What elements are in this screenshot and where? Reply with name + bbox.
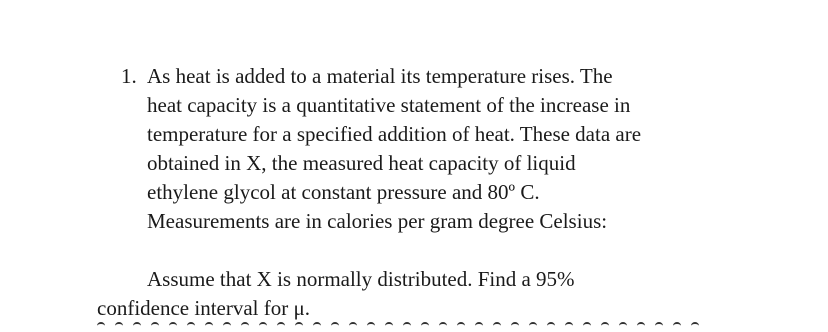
cut-off-glyph-tops: [97, 322, 707, 330]
glyph-top: [601, 322, 609, 330]
glyph-top: [331, 322, 339, 330]
glyph-top: [367, 322, 375, 330]
statement-line: obtained in X, the measured heat capacity of liquid: [147, 151, 576, 175]
statement-line: Measurements are in calories per gram degree Celsius:: [147, 209, 608, 233]
glyph-top: [439, 322, 447, 330]
problem-1: [121, 62, 761, 236]
glyph-top: [259, 322, 267, 330]
confidence-interval-text: confidence interval for μ.: [97, 296, 310, 320]
glyph-top: [673, 322, 681, 330]
glyph-top: [475, 322, 483, 330]
glyph-top: [133, 322, 141, 330]
glyph-top: [421, 322, 429, 330]
glyph-top: [637, 322, 645, 330]
statement-line: As heat is added to a material its temperature rises. The: [147, 64, 613, 88]
glyph-top: [349, 322, 357, 330]
statement-line: temperature for a specified addition of heat. These data are: [147, 122, 642, 146]
assumption-text: Assume that X is normally distributed. Find a 95%: [147, 267, 575, 291]
glyph-top: [205, 322, 213, 330]
statement-line: ethylene glycol at constant pressure and 80º C.: [147, 180, 540, 204]
glyph-top: [457, 322, 465, 330]
glyph-top: [97, 322, 105, 330]
glyph-top: [223, 322, 231, 330]
glyph-top: [385, 322, 393, 330]
problem-statement: [147, 62, 761, 236]
glyph-top: [619, 322, 627, 330]
problem-number: 1.: [121, 64, 137, 88]
glyph-top: [241, 322, 249, 330]
glyph-top: [313, 322, 321, 330]
glyph-top: [187, 322, 195, 330]
glyph-top: [277, 322, 285, 330]
glyph-top: [511, 322, 519, 330]
statement-line: heat capacity is a quantitative statement of the increase in: [147, 93, 631, 117]
glyph-top: [691, 322, 699, 330]
glyph-top: [169, 322, 177, 330]
glyph-top: [655, 322, 663, 330]
glyph-top: [151, 322, 159, 330]
glyph-top: [493, 322, 501, 330]
glyph-top: [403, 322, 411, 330]
cut-off-next-line: [97, 322, 707, 332]
glyph-top: [565, 322, 573, 330]
glyph-top: [547, 322, 555, 330]
glyph-top: [295, 322, 303, 330]
glyph-top: [529, 322, 537, 330]
glyph-top: [115, 322, 123, 330]
glyph-top: [583, 322, 591, 330]
